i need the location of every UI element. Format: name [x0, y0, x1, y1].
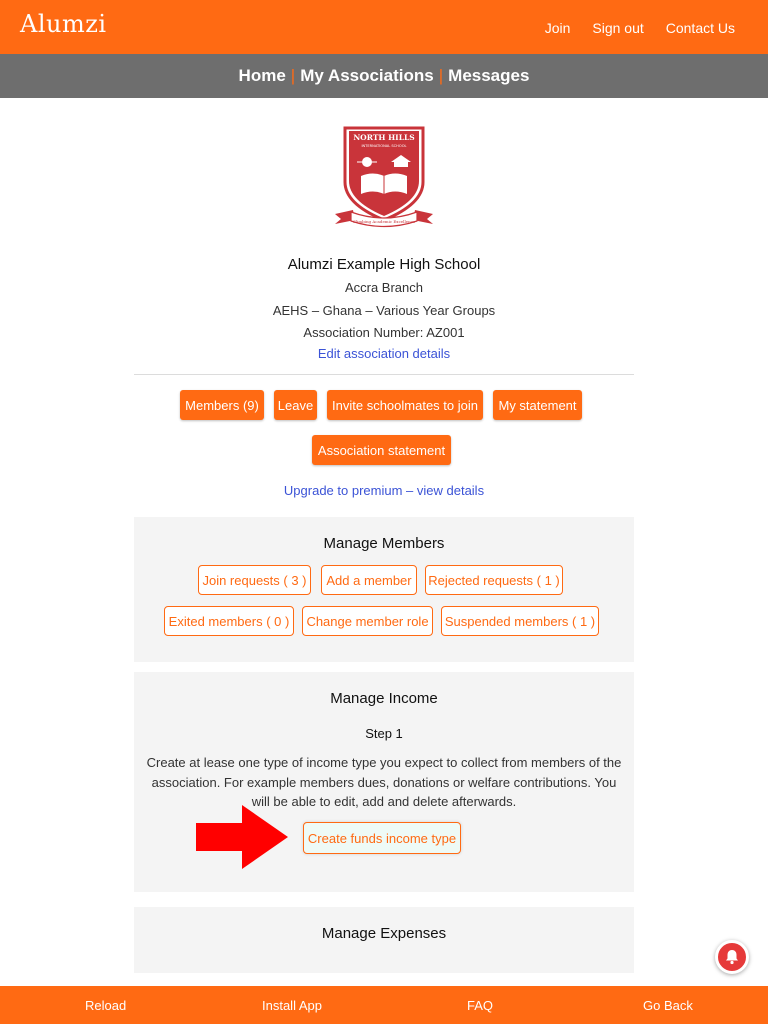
association-details: AEHS – Ghana – Various Year Groups: [272, 303, 496, 318]
edit-association-link[interactable]: Edit association details: [317, 346, 451, 361]
brand-logo[interactable]: Alumzi: [20, 10, 107, 38]
bell-icon: [724, 949, 740, 965]
leave-button[interactable]: Leave: [274, 390, 317, 420]
contact-us-link[interactable]: Contact Us: [665, 20, 735, 36]
nav-messages[interactable]: Messages: [448, 66, 530, 85]
top-bar: [0, 0, 768, 54]
crest-motto: Climbing Academic Excellence: [352, 219, 416, 224]
my-statement-button[interactable]: My statement: [493, 390, 582, 420]
manage-members-title: Manage Members: [323, 535, 445, 552]
step-label: Step 1: [365, 726, 403, 741]
pointer-arrow-icon: [196, 805, 288, 869]
manage-expenses-panel: [134, 907, 634, 973]
go-back-button[interactable]: Go Back: [643, 998, 693, 1013]
invite-schoolmates-button[interactable]: Invite schoolmates to join: [327, 390, 483, 420]
exited-members-button[interactable]: Exited members ( 0 ): [164, 606, 294, 636]
sign-out-link[interactable]: Sign out: [592, 20, 644, 36]
bottom-bar: [0, 986, 768, 1024]
association-name: Alumzi Example High School: [287, 256, 481, 273]
crest-title: NORTH HILLS: [353, 133, 415, 142]
create-funds-income-type-button[interactable]: Create funds income type: [303, 822, 461, 854]
faq-button[interactable]: FAQ: [467, 998, 494, 1013]
manage-income-title: Manage Income: [330, 690, 438, 707]
association-number: Association Number: AZ001: [303, 325, 465, 340]
join-link[interactable]: Join: [544, 20, 571, 36]
reload-button[interactable]: Reload: [85, 998, 127, 1013]
upgrade-premium-link[interactable]: Upgrade to premium – view details: [283, 483, 485, 498]
nav-separator: |: [290, 66, 296, 85]
install-app-button[interactable]: Install App: [262, 998, 322, 1013]
join-requests-button[interactable]: Join requests ( 3 ): [198, 565, 311, 595]
sub-nav: [0, 54, 768, 98]
members-button[interactable]: Members (9): [180, 390, 264, 420]
income-description: Create at lease one type of income type you expect to collect from members of the association. For example members dues, donations or welfare contributions. You will be able to edit, add and delete afterwards.: [146, 755, 622, 809]
notification-bell-button[interactable]: [715, 940, 749, 974]
nav-separator: |: [438, 66, 444, 85]
crest-subtitle: INTERNATIONAL SCHOOL: [361, 144, 407, 148]
school-crest-logo: [333, 124, 435, 230]
add-member-button[interactable]: Add a member: [321, 565, 417, 595]
association-statement-button[interactable]: Association statement: [312, 435, 451, 465]
association-branch: Accra Branch: [344, 280, 424, 295]
manage-expenses-title: Manage Expenses: [321, 925, 447, 942]
change-member-role-button[interactable]: Change member role: [302, 606, 433, 636]
manage-members-panel: [134, 517, 634, 662]
top-nav: [545, 20, 735, 36]
divider: [134, 374, 634, 375]
rejected-requests-button[interactable]: Rejected requests ( 1 ): [425, 565, 563, 595]
suspended-members-button[interactable]: Suspended members ( 1 ): [441, 606, 599, 636]
nav-home[interactable]: Home: [238, 66, 286, 85]
nav-my-associations[interactable]: My Associations: [300, 66, 434, 85]
